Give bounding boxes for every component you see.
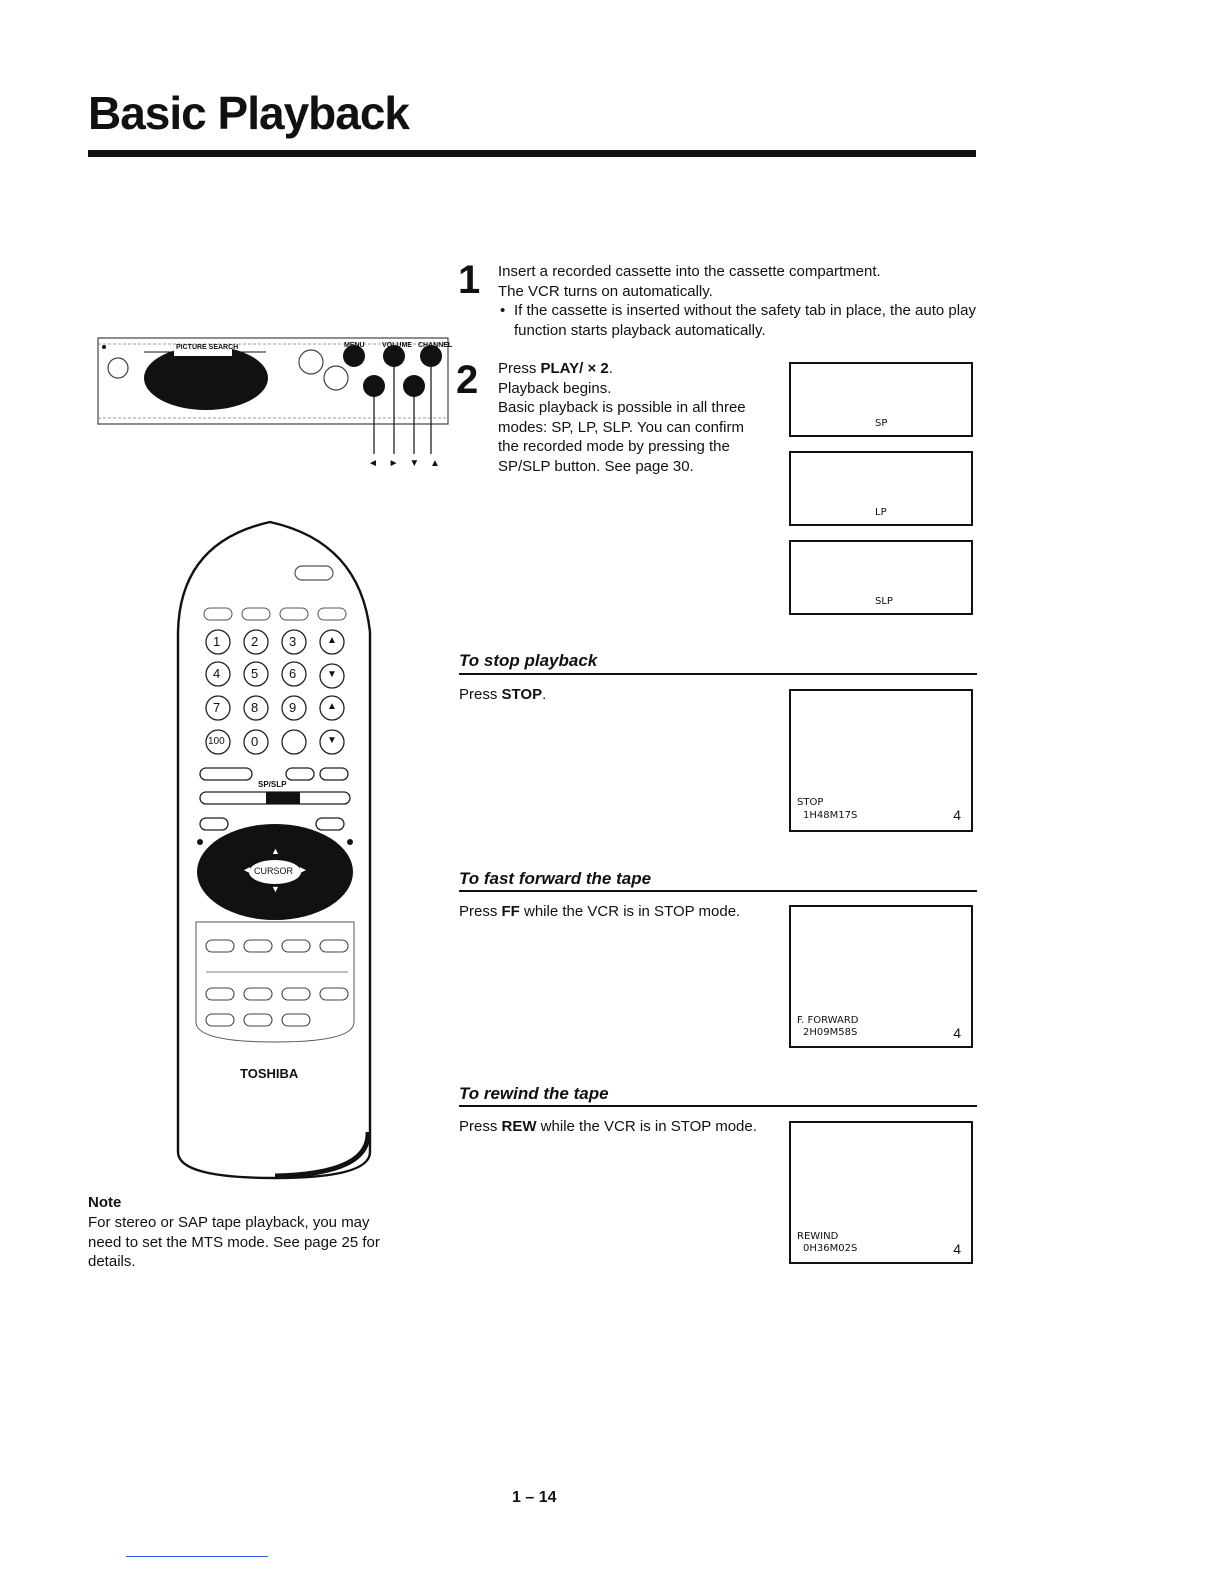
osd-channel: 4 bbox=[953, 807, 961, 823]
channel-label: CHANNEL bbox=[418, 342, 453, 349]
tv-screen-sp bbox=[789, 362, 973, 437]
osd-status: STOP bbox=[797, 797, 824, 808]
osd-status: F. FORWARD bbox=[797, 1015, 859, 1026]
step-2-line-1: Press PLAY/ × 2. bbox=[498, 360, 613, 377]
section-rule bbox=[459, 1105, 977, 1107]
osd-mode-label: SP bbox=[875, 418, 888, 429]
page-title: Basic Playback bbox=[88, 87, 410, 139]
button-100-label: 100 bbox=[208, 736, 225, 747]
note-line-2: need to set the MTS mode. See page 25 for bbox=[88, 1233, 380, 1251]
osd-channel: 4 bbox=[953, 1025, 961, 1041]
down-arrow-icon: ▼ bbox=[327, 669, 337, 680]
cursor-down-icon: ▼ bbox=[271, 884, 280, 894]
note-text bbox=[88, 1213, 428, 1272]
menu-label: MENU bbox=[344, 342, 365, 349]
note-line-3: details. bbox=[88, 1253, 136, 1270]
remote-brand-logo: TOSHIBA bbox=[240, 1066, 299, 1081]
step-2-line-3: Basic playback is possible in all three bbox=[498, 399, 746, 416]
volume-label: VOLUME bbox=[382, 342, 412, 349]
tv-screen-lp bbox=[789, 451, 973, 526]
page-number: 1 – 14 bbox=[512, 1489, 557, 1506]
note-line-1: For stereo or SAP tape playback, you may bbox=[88, 1214, 370, 1231]
section-text-stop: Press STOP. bbox=[459, 686, 547, 703]
step-1-bullet: • If the cassette is inserted without the safety tab in place, the auto play function starts playback automatically. bbox=[498, 301, 978, 340]
step-1-line-1: Insert a recorded cassette into the cassette compartment. bbox=[498, 263, 881, 280]
step-2-text bbox=[498, 359, 783, 476]
step-2-line-2: Playback begins. bbox=[498, 379, 612, 397]
section-heading-stop: To stop playback bbox=[459, 651, 598, 670]
down-arrow-icon: ▼ bbox=[327, 735, 337, 746]
up-arrow-icon: ▲ bbox=[327, 701, 337, 712]
button-0-label: 0 bbox=[251, 734, 259, 749]
bottom-link-underline bbox=[126, 1556, 268, 1557]
button-5-label: 5 bbox=[251, 666, 259, 681]
section-text-fast-forward: Press FF while the VCR is in STOP mode. bbox=[459, 903, 741, 920]
title-rule bbox=[88, 150, 976, 157]
section-heading-fast-forward: To fast forward the tape bbox=[459, 869, 652, 888]
osd-mode-label: SLP bbox=[875, 596, 893, 607]
vcr-front-panel-illustration bbox=[96, 330, 456, 480]
osd-counter: 0H36M02S bbox=[803, 1243, 858, 1254]
osd-counter: 2H09M58S bbox=[803, 1027, 858, 1038]
osd-status: REWIND bbox=[797, 1231, 839, 1242]
section-rule bbox=[459, 890, 977, 892]
osd-counter: 1H48M17S bbox=[803, 810, 858, 821]
osd-mode-label: LP bbox=[875, 507, 887, 518]
cursor-label: CURSOR bbox=[254, 866, 294, 876]
button-3-label: 3 bbox=[289, 634, 297, 649]
sp-slp-label: SP/SLP bbox=[258, 780, 287, 789]
cursor-right-icon: ► bbox=[298, 865, 308, 876]
picture-search-label: PICTURE SEARCH bbox=[176, 344, 239, 351]
tv-screen-stop bbox=[789, 689, 973, 832]
cursor-left-icon: ◄ bbox=[242, 865, 252, 876]
tv-screen-slp bbox=[789, 540, 973, 615]
section-heading-rewind: To rewind the tape bbox=[459, 1084, 609, 1103]
osd-channel: 4 bbox=[953, 1241, 961, 1257]
step-1-number: 1 bbox=[458, 258, 481, 302]
step-1-line-2: The VCR turns on automatically. bbox=[498, 282, 713, 300]
button-7-label: 7 bbox=[213, 700, 221, 715]
button-6-label: 6 bbox=[289, 666, 297, 681]
direction-arrows: ◄ ► ▼ ▲ bbox=[368, 458, 444, 469]
step-2-line-5: the recorded mode by pressing the bbox=[498, 438, 730, 455]
section-rule bbox=[459, 673, 977, 675]
button-9-label: 9 bbox=[289, 700, 297, 715]
step-1-text bbox=[498, 262, 978, 340]
button-2-label: 2 bbox=[251, 634, 259, 649]
step-2-line-6: SP/SLP button. See page 30. bbox=[498, 457, 694, 475]
step-2-line-4: modes: SP, LP, SLP. You can confirm bbox=[498, 418, 745, 436]
tv-screen-fast-forward bbox=[789, 905, 973, 1048]
cursor-up-icon: ▲ bbox=[271, 846, 280, 856]
button-8-label: 8 bbox=[251, 700, 259, 715]
remote-control-illustration bbox=[170, 512, 380, 1184]
tv-screen-rewind bbox=[789, 1121, 973, 1264]
section-text-rewind: Press REW while the VCR is in STOP mode. bbox=[459, 1118, 757, 1135]
button-1-label: 1 bbox=[213, 634, 221, 649]
button-4-label: 4 bbox=[213, 666, 221, 681]
up-arrow-icon: ▲ bbox=[327, 635, 337, 646]
note-heading: Note bbox=[88, 1194, 122, 1211]
step-2-number: 2 bbox=[456, 358, 479, 402]
